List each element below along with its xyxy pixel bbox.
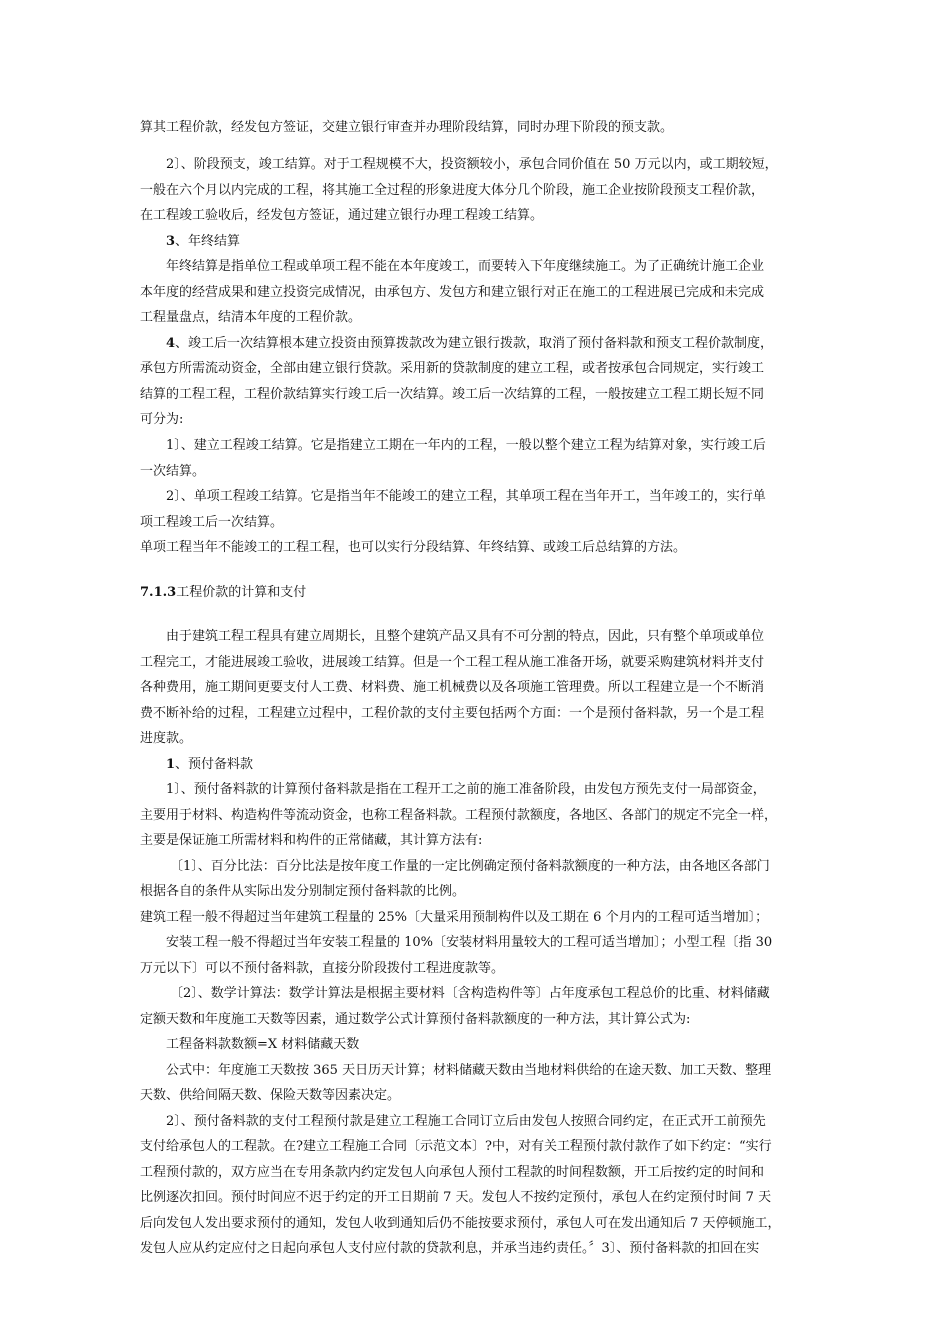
text-line: 项工程竣工后一次结算。	[140, 515, 284, 530]
text-line: 〔1〕、百分比法：百分比法是按年度工作量的一定比例确定预付备料款额度的一种方法，由各地区各部门	[170, 859, 770, 874]
text-line: 算其工程价款，经发包方签证，交建立银行审查并办理阶段结算，同时办理下阶段的预支款。	[140, 120, 674, 135]
text-line: 4、竣工后一次结算根本建立投资由预算拨款改为建立银行拨款，取消了预付备料款和预支工程价款制度，	[166, 336, 774, 351]
text-line: 1〕、建立工程竣工结算。它是指建立工期在一年内的工程，一般以整个建立工程为结算对象，实行竣工后	[166, 438, 766, 453]
text-line: 根据各自的条件从实际出发分别制定预付备料款的比例。	[140, 884, 466, 899]
text-line: 定额天数和年度施工天数等因素，通过数学公式计算预付备料款额度的一种方法，其计算公式为:	[140, 1012, 691, 1027]
text-line: 工程预付款的，双方应当在专用条款内约定发包人向承包人预付工程款的时间程数额，开工后按约定的时间和	[140, 1165, 765, 1180]
text-line: 天数、供给间隔天数、保险天数等因素决定。	[140, 1088, 401, 1103]
text-line: 进度款。	[140, 731, 193, 746]
section-title: 7.1.3工程价款的计算和支付	[140, 585, 307, 600]
text-line: 承包方所需流动资金，全部由建立银行贷款。采用新的贷款制度的建立工程，或者按承包合同规定，实行竣工	[140, 361, 765, 376]
text-line: 一次结算。	[140, 464, 206, 479]
text-line: 2〕、单项工程竣工结算。它是指当年不能竣工的建立工程，其单项工程在当年开工，当年竣工的，实行单	[166, 489, 766, 504]
text-line: 安装工程一般不得超过当年安装工程量的 10%〔安装材料用量较大的工程可适当增加〕；小型工程〔指 30	[166, 935, 773, 950]
text-line: 发包人应从约定应付之日起向承包人支付应付款的贷款利息，并承当违约责任。〞3〕、预付备料款的扣回在实	[140, 1241, 760, 1256]
text-line: 〔2〕、数学计算法：数学计算法是根据主要材料〔含构造构件等〕占年度承包工程总价的比重、材料储藏	[170, 986, 770, 1001]
section-heading: 3、年终结算	[166, 234, 241, 249]
text-line: 主要用于材料、构造构件等流动资金，也称工程备料款。工程预付款额度，各地区、各部门的规定不完全一样，	[140, 808, 778, 823]
text-line: 主要是保证施工所需材料和构件的正常储藏，其计算方法有:	[140, 833, 483, 848]
text-line: 单项工程当年不能竣工的工程工程，也可以实行分段结算、年终结算、或竣工后总结算的方法。	[140, 540, 687, 555]
section-heading: 1、预付备料款	[166, 757, 254, 772]
text-line: 2〕、预付备料款的支付工程预付款是建立工程施工合同订立后由发包人按照合同约定，在正式开工前预先	[166, 1114, 766, 1129]
text-line: 费不断补给的过程，工程建立过程中，工程价款的支付主要包括两个方面：一个是预付备料款，另一个是工程	[140, 706, 765, 721]
text-line: 比例逐次扣回。预付时间应不迟于约定的开工日期前 7 天。发包人不按约定预付，承包人在约定预付时间 7 天	[140, 1190, 772, 1205]
text-line: 各种费用，施工期间更要支付人工费、材料费、施工机械费以及各项施工管理费。所以工程建立是一个不断消	[140, 680, 765, 695]
text-line: 2〕、阶段预支，竣工结算。对于工程规模不大，投资额较小，承包合同价值在 50 万元以内，或工期较短，	[166, 157, 778, 172]
text-line: 在工程竣工验收后，经发包方签证，通过建立银行办理工程竣工结算。	[140, 208, 544, 223]
text-line: 结算的工程工程，工程价款结算实行竣工后一次结算。竣工后一次结算的工程，一般按建立工程工期长短不同	[140, 387, 765, 402]
text-line: 后向发包人发出要求预付的通知，发包人收到通知后仍不能按要求预付，承包人可在发出通知后 7 天停顿施工，	[140, 1216, 781, 1231]
text-line: 工程完工，才能进展竣工验收，进展竣工结算。但是一个工程工程从施工准备开场，就要采购建筑材料并支付	[140, 655, 765, 670]
text-line: 万元以下〕可以不预付备料款，直接分阶段拨付工程进度款等。	[140, 961, 505, 976]
formula-line: 工程备料款数额=X 材料储藏天数	[166, 1037, 360, 1052]
text-line: 1〕、预付备料款的计算预付备料款是指在工程开工之前的施工准备阶段，由发包方预先支付一局部资金，	[166, 782, 766, 797]
text-line: 支付给承包人的工程款。在?建立工程施工合同〔示范文本〕?中，对有关工程预付款付款作了如下约定：“实行	[140, 1139, 772, 1154]
text-line: 一般在六个月以内完成的工程，将其施工全过程的形象进度大体分几个阶段，施工企业按阶段预支工程价款，	[140, 183, 765, 198]
text-line: 可分为:	[140, 412, 184, 427]
text-line: 工程量盘点，结清本年度的工程价款。	[140, 310, 362, 325]
text-line: 本年度的经营成果和建立投资完成情况，由承包方、发包方和建立银行对正在施工的工程进展已完成和未完成	[140, 285, 765, 300]
text-line: 建筑工程一般不得超过当年建筑工程量的 25%〔大量采用预制构件以及工期在 6 个月内的工程可适当增加〕；	[140, 910, 769, 925]
text-line: 年终结算是指单位工程或单项工程不能在本年度竣工，而要转入下年度继续施工。为了正确统计施工企业	[166, 259, 765, 274]
text-line: 由于建筑工程工程具有建立周期长，且整个建筑产品又具有不可分割的特点，因此，只有整个单项或单位	[166, 629, 765, 644]
text-line: 公式中：年度施工天数按 365 天日历天计算；材料储藏天数由当地材料供给的在途天数、加工天数、整理	[166, 1063, 772, 1078]
